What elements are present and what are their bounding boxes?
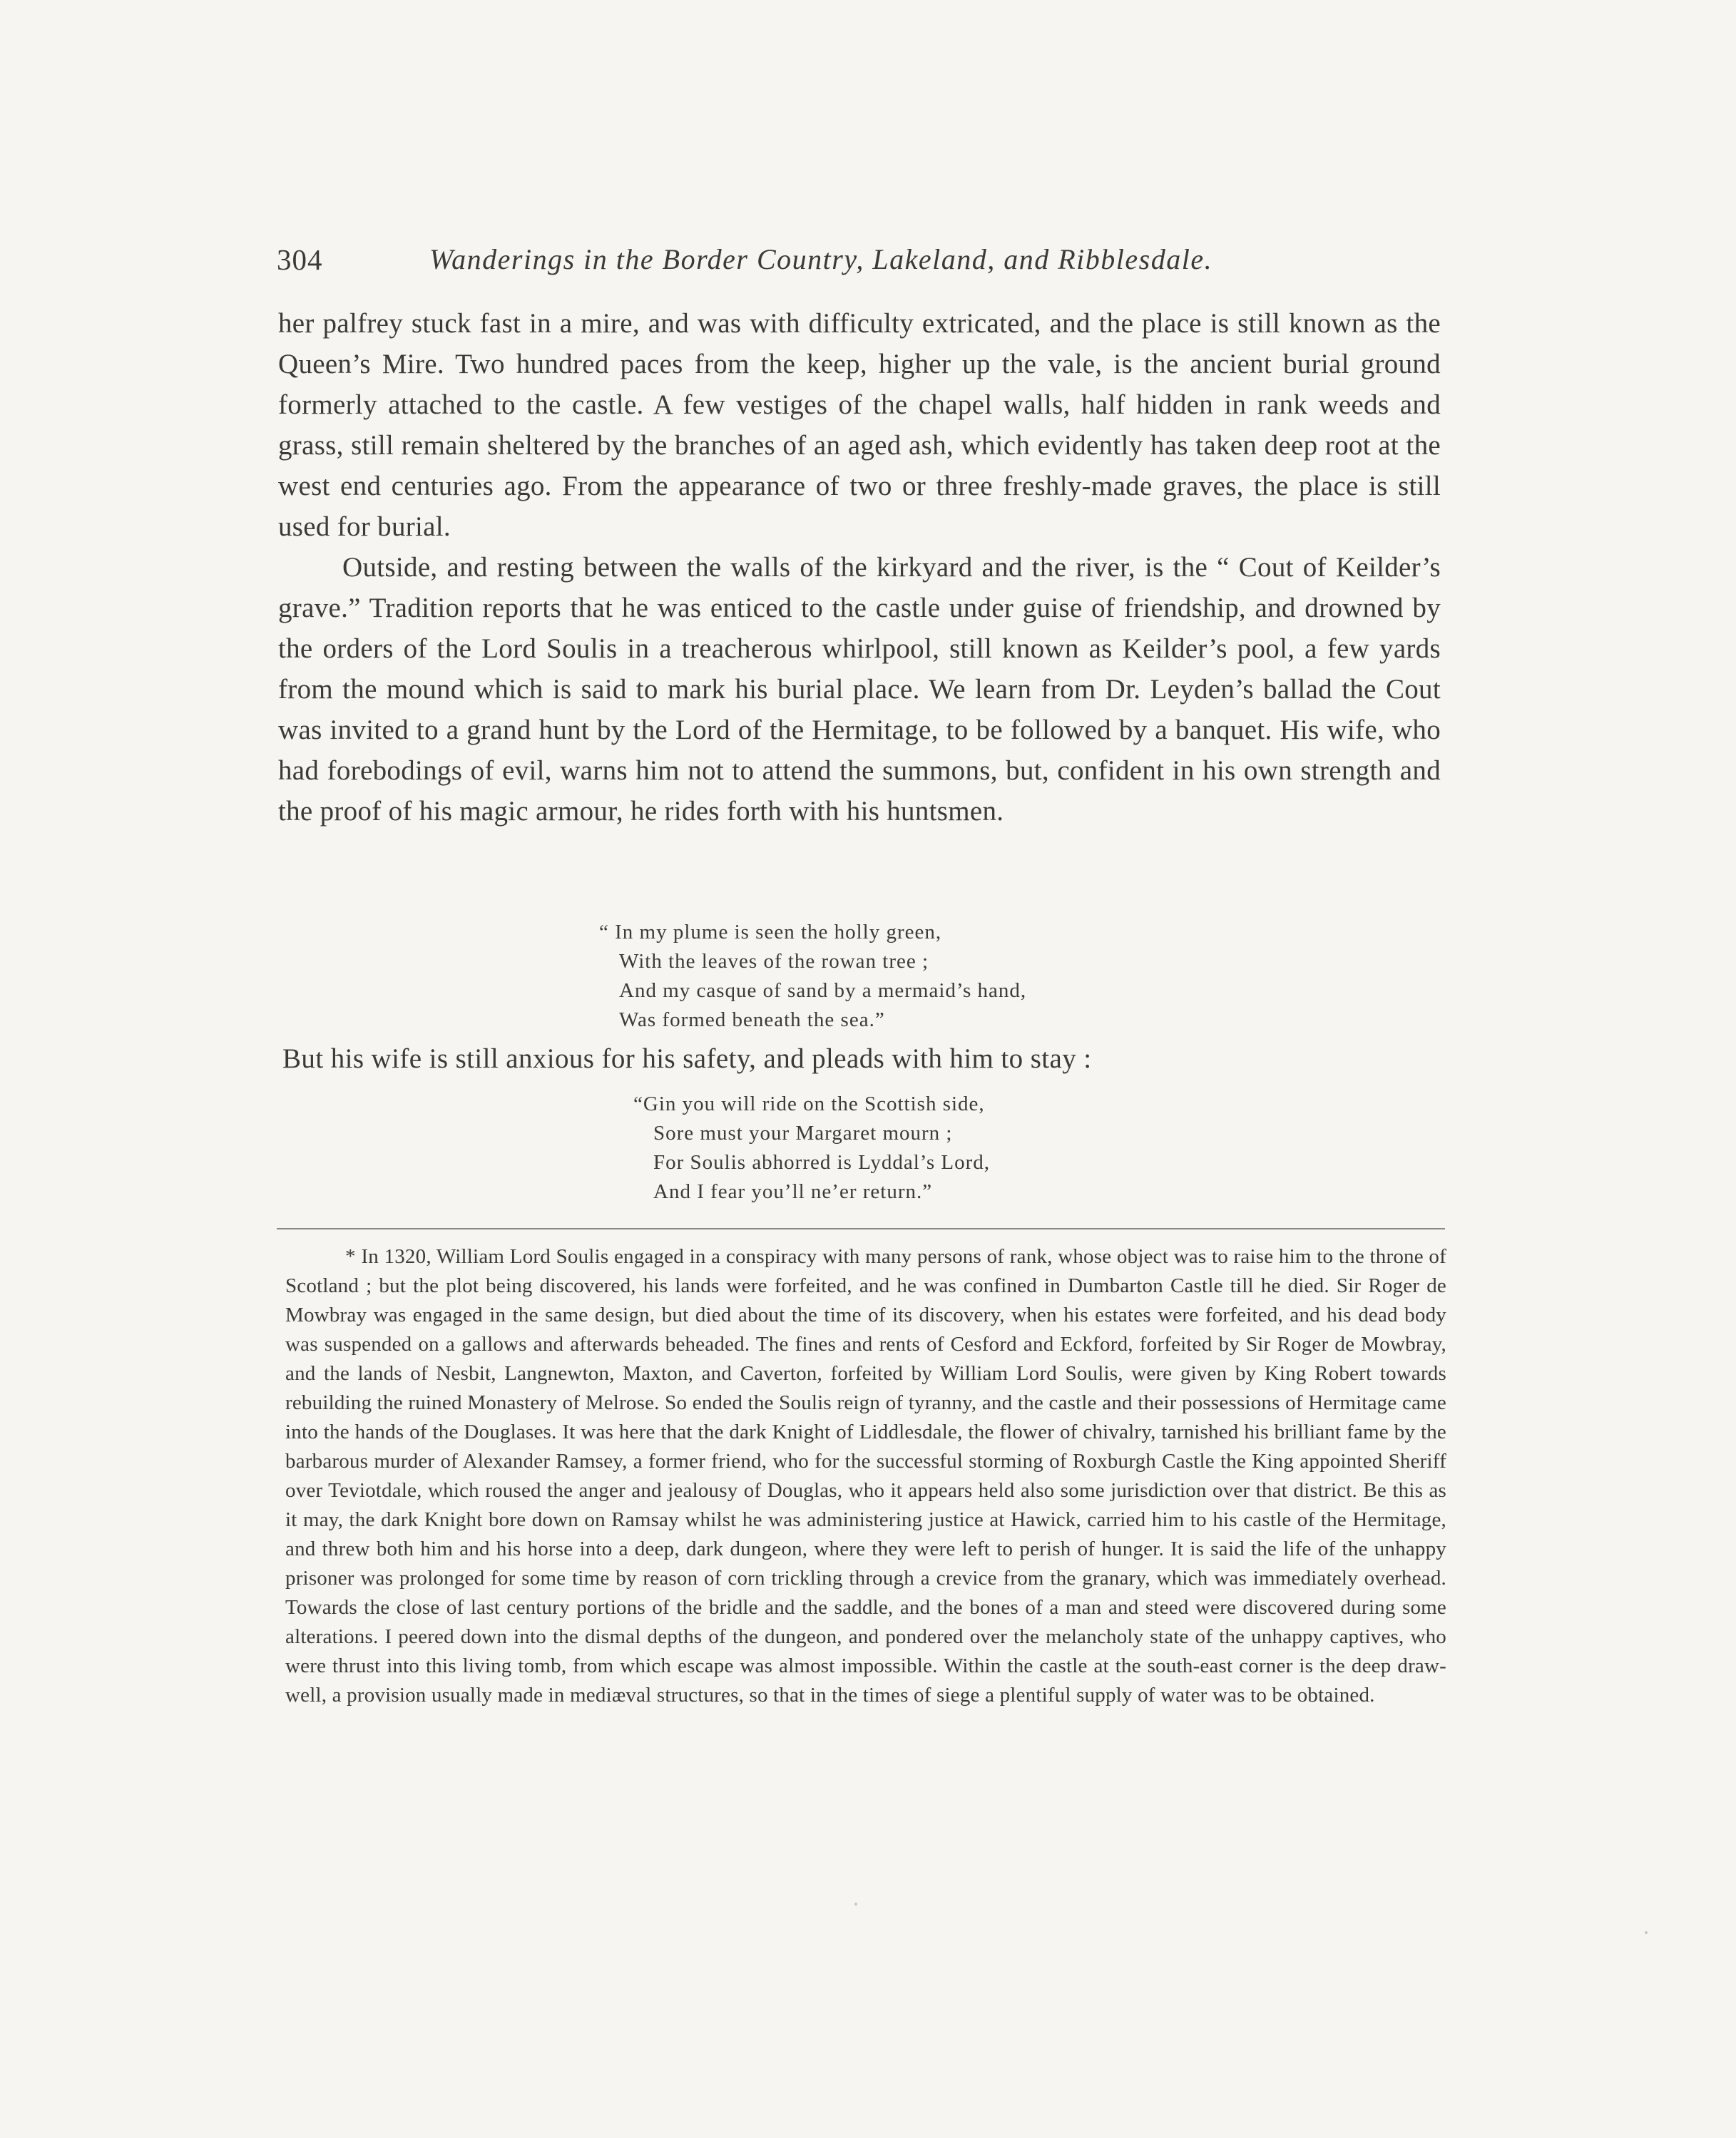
main-text bbox=[278, 303, 1441, 832]
paper-speck bbox=[854, 1903, 857, 1906]
verse-line: And I fear you’ll ne’er return.” bbox=[653, 1180, 933, 1203]
footnote-divider bbox=[277, 1228, 1445, 1229]
paragraph: her palfrey stuck fast in a mire, and was with difficulty extricated, and the place is still known as the Queen’s Mire. Two hundred paces from the keep, higher up the vale, is the ancient burial ground formerly attached to the castle. A few vestiges of the chapel walls, half hidden in rank weeds and grass, still remain sheltered by the branches of an aged ash, which evidently has taken deep root at the west end centuries ago. From the appearance of two or three freshly-made graves, the place is still used for burial. bbox=[278, 308, 1441, 542]
verse-line: Sore must your Margaret mourn ; bbox=[653, 1122, 953, 1145]
verse-line: “ In my plume is seen the holly green, bbox=[599, 921, 942, 943]
verse-line: For Soulis abhorred is Lyddal’s Lord, bbox=[653, 1151, 990, 1174]
verse-line: And my casque of sand by a mermaid’s hand, bbox=[619, 979, 1027, 1002]
verse-line: With the leaves of the rowan tree ; bbox=[619, 950, 929, 973]
page-number: 304 bbox=[277, 243, 323, 276]
verse-stanza bbox=[633, 1090, 990, 1207]
verse-line: “Gin you will ride on the Scottish side, bbox=[633, 1093, 985, 1115]
page-header bbox=[277, 242, 1442, 288]
paragraph: But his wife is still anxious for his safety, and pleads with him to stay : bbox=[282, 1043, 1092, 1074]
verse-line: Was formed beneath the sea.” bbox=[619, 1008, 885, 1031]
paper-speck bbox=[1645, 1931, 1648, 1934]
paragraph: Outside, and resting between the walls of the kirkyard and the river, is the “ Cout of Keilder’s grave.” Tradition reports that he was enticed to the castle under guise of friendship, and drowned by the orders of the Lord Soulis in a treacherous whirlpool, still known as Keilder’s pool, a few yards from the mound which is said to mark his burial place. We learn from Dr. Leyden’s ballad the Cout was invited to a grand hunt by the Lord of the Hermitage, to be followed by a banquet. His wife, who had forebodings of evil, warns him not to attend the summons, but, confident in his own strength and the proof of his magic armour, he rides forth with his huntsmen. bbox=[278, 552, 1441, 827]
running-title: Wanderings in the Border Country, Lakeland, and Ribblesdale. bbox=[429, 243, 1213, 275]
footnote: * In 1320, William Lord Soulis engaged in a conspiracy with many persons of rank, whose object was to raise him to the throne of Scotland ; but the plot being discovered, his lands were forfeited, and he was confined in Dumbarton Castle till he died. Sir Roger de Mowbray was engaged in the same design, but died about the time of its discovery, when his estates were forfeited, and his dead body was suspended on a gallows and afterwards beheaded. The fines and rents of Cesford and Eckford, forfeited by Sir Roger de Mowbray, and the lands of Nesbit, Langnewton, Maxton, and Caverton, forfeited by William Lord Soulis, were given by King Robert towards rebuilding the ruined Monastery of Melrose. So ended the Soulis reign of tyranny, and the castle and their possessions of Hermitage came into the hands of the Douglases. It was here that the dark Knight of Liddlesdale, the flower of chivalry, tarnished his brilliant fame by the barbarous murder of Alexander Ramsey, a former friend, who for the successful storming of Roxburgh Castle the King appointed Sheriff over Teviotdale, which roused the anger and jealousy of Douglas, who it appears held also some jurisdiction over that district. Be this as it may, the dark Knight bore down on Ramsay whilst he was administering justice at Hawick, carried him to his castle of the Hermitage, and threw both him and his horse into a deep, dark dungeon, where they were left to perish of hunger. It is said the life of the unhappy prisoner was prolonged for some time by reason of corn trickling through a crevice from the granary, which was immediately overhead. Towards the close of last century portions of the bridle and the saddle, and the bones of a man and steed were discovered during some alterations. I peered down into the dismal depths of the dungeon, and pondered over the melancholy state of the unhappy captives, who were thrust into this living tomb, from which escape was almost impossible. Within the castle at the south-east corner is the deep draw-well, a provision usually made in mediæval structures, so that in the times of siege a plentiful supply of water was to be obtained. bbox=[285, 1245, 1446, 1707]
verse-stanza bbox=[599, 918, 1026, 1035]
